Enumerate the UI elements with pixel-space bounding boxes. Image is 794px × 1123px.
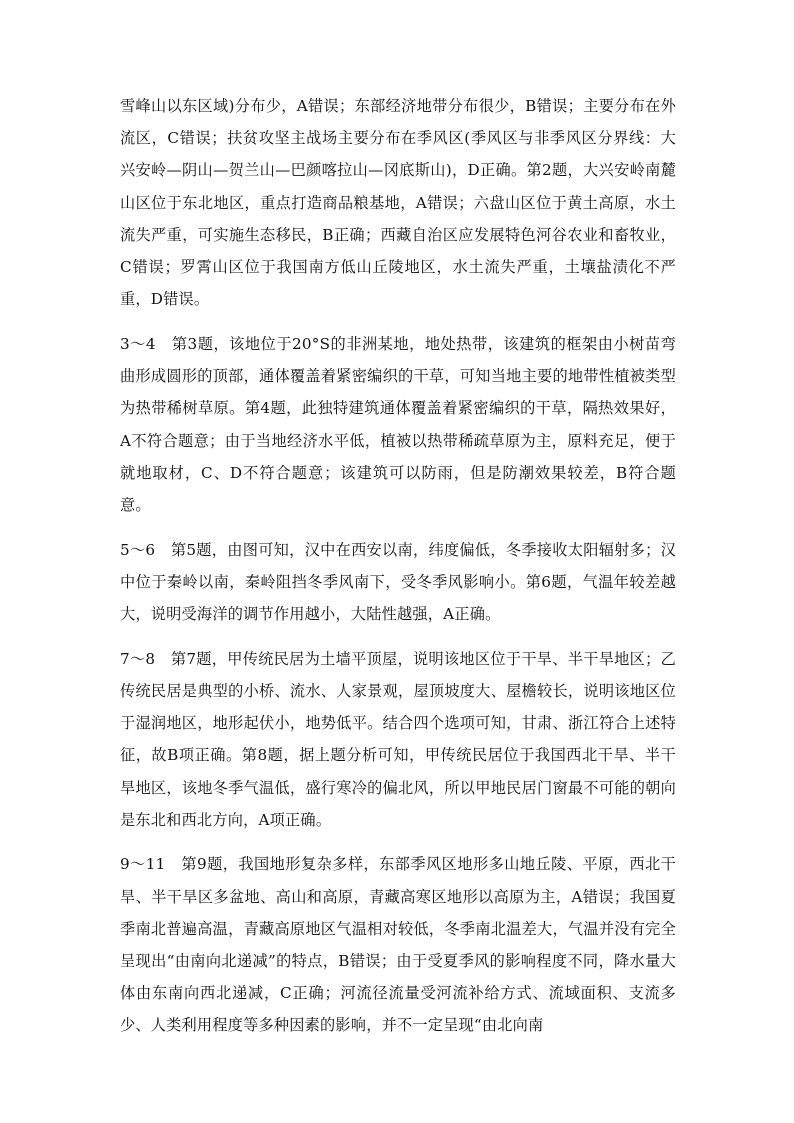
answer-paragraph-9-11: 9～11 第9题，我国地形复杂多样，东部季风区地形多山地丘陵、平原，西北干旱、半干旱区多盆地、高山和高原，青藏高寒区地形以高原为主，A错误；我国夏季南北普遍高温，青藏高原地区气温相对较低，冬季南北温差大，气温并没有完全呈现出“由南向北递减”的特点，B错误；由于受夏季风的影响程度不同，降水量大体由东南向西北递减，C正确；河流径流量受河流补给方式、流域面积、支流多少、人类利用程度等多种因素的影响，并不一定呈现“由北向南	[120, 855, 676, 1035]
answer-paragraph-3-4: 3～4 第3题，该地位于20°S的非洲某地，地处热带，该建筑的框架由小树苗弯曲形成圆形的顶部，通体覆盖着紧密编织的干草，可知当地主要的地带性植被类型为热带稀树草原。第4题，此独特建筑通体覆盖着紧密编织的干草，隔热效果好，A不符合题意；由于当地经济水平低，植被以热带稀疏草原为主，原料充足，便于就地取材，C、D不符合题意；该建筑可以防雨，但是防潮效果较差，B符合题意。	[120, 334, 676, 514]
answer-paragraph-7-8: 7～8 第7题，甲传统民居为土墙平顶屋，说明该地区位于干旱、半干旱地区；乙传统民居是典型的小桥、流水、人家景观，屋顶坡度大、屋檐较长，说明该地区位于湿润地区，地形起伏小，地势低平。结合四个选项可知，甘肃、浙江符合上述特征，故B项正确。第8题，据上题分析可知，甲传统民居位于我国西北干旱、半干旱地区，该地冬季气温低，盛行寒冷的偏北风，所以甲地民居门窗最不可能的朝向是东北和西北方向，A项正确。	[120, 649, 676, 829]
answer-paragraph-1-2: 雪峰山以东区域)分布少，A错误；东部经济地带分布很少，B错误；主要分布在外流区，C错误；扶贫攻坚主战场主要分布在季风区(季风区与非季风区分界线：大兴安岭—阴山—贺兰山—巴颜喀拉山—冈底斯山)，D正确。第2题，大兴安岭南麓山区位于东北地区，重点打造商品粮基地，A错误；六盘山区位于黄土高原，水土流失严重，可实施生态移民，B正确；西藏自治区应发展特色河谷农业和畜牧业，C错误；罗霄山区位于我国南方低山丘陵地区，水土流失严重，土壤盐渍化不严重，D错误。	[120, 97, 676, 309]
document-page	[120, 90, 676, 1054]
answer-paragraph-5-6: 5～6 第5题，由图可知，汉中在西安以南，纬度偏低，冬季接收太阳辐射多；汉中位于秦岭以南，秦岭阻挡冬季风南下，受冬季风影响小。第6题，气温年较差越大，说明受海洋的调节作用越小，大陆性越强，A正确。	[120, 540, 676, 624]
